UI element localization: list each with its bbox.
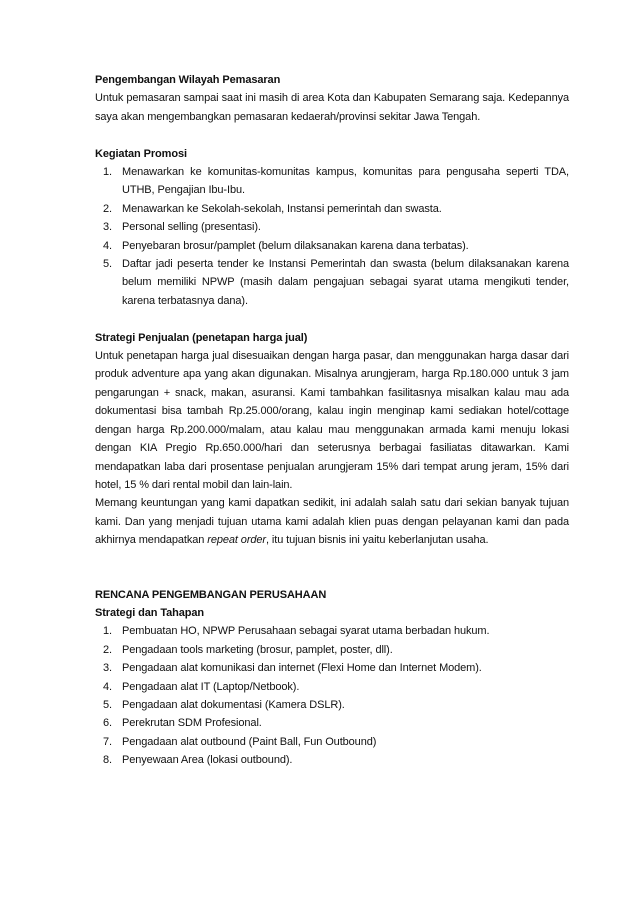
list-item: 8. Penyewaan Area (lokasi outbound). — [103, 754, 293, 767]
list-item: 1. Menawarkan ke komunitas-komunitas kampus, komunitas para pengusaha seperti TDA, UTHB, Pengajian Ibu-Ibu. — [103, 166, 569, 197]
list-item: 6. Perekrutan SDM Profesional. — [103, 717, 262, 730]
list-item: 7. Pengadaan alat outbound (Paint Ball, Fun Outbound) — [103, 735, 377, 748]
list-item: 1. Pembuatan HO, NPWP Perusahaan sebagai syarat utama berbadan hukum. — [103, 625, 490, 638]
paragraph-pengembangan-wilayah: Untuk pemasaran sampai saat ini masih di area Kota dan Kabupaten Semarang saja. Kedepannya saya akan mengembangkan pemasaran kedaerah/provinsi sekitar Jawa Tengah. — [95, 92, 569, 123]
list-item: 4. Penyebaran brosur/pamplet (belum dilaksanakan karena dana terbatas). — [103, 239, 469, 252]
list-item: 5. Daftar jadi peserta tender ke Instansi Pemerintah dan swasta (belum dilaksanakan karena belum memiliki NPWP (masih dalam pengajuan sebagai syarat utama mengikuti tender, karena terbatasnya dana). — [103, 258, 569, 307]
promotion-list — [95, 163, 569, 310]
document-content — [95, 71, 569, 770]
section-heading-rencana-pengembangan: RENCANA PENGEMBANGAN PERUSAHAAN — [95, 588, 327, 601]
list-item: 4. Pengadaan alat IT (Laptop/Netbook). — [103, 680, 300, 693]
strategy-steps-list — [95, 622, 569, 769]
paragraph-keuntungan: Memang keuntungan yang kami dapatkan sedikit, ini adalah salah satu dari sekian banyak tujuan kami. Dan yang menjadi tujuan utama kami adalah klien puas dengan pelayanan kami dan pada akhirnya mendapatkan repeat order, itu tujuan bisnis ini yaitu keberlanjutan usaha. — [95, 497, 569, 547]
list-item: 3. Personal selling (presentasi). — [103, 221, 261, 234]
section-heading-strategi-penjualan: Strategi Penjualan (penetapan harga jual) — [95, 331, 308, 344]
subheading-strategi-tahapan: Strategi dan Tahapan — [95, 606, 205, 619]
section-heading-pengembangan-wilayah: Pengembangan Wilayah Pemasaran — [95, 74, 281, 86]
list-item: 5. Pengadaan alat dokumentasi (Kamera DSLR). — [103, 698, 345, 711]
paragraph-strategi-penjualan: Untuk penetapan harga jual disesuaikan dengan harga pasar, dan menggunakan harga dasar dari produk adventure apa yang akan digunakan. Misalnya arungjeram, harga Rp.180.000 untuk 3 jam pengarungan + snack, makan, asuransi. Kami tambahkan fasilitasnya misalkan kalau mau ada dokumentasi bisa tambah Rp.25.000/orang, kalau ingin menginap kami sediakan hotel/cottage dengan harga Rp.200.000/malam, atau kalau mau menggunakan armada kami menuju lokasi dengan KIA Pregio Rp.650.000/hari dan seterusnya berbagai fasiliatas ditawarkan. Kami mendapatkan laba dari prosentase penjualan arungjeram 15% dari tempat arung jeram, 15% dari hotel, 15 % dari rental mobil dan lain-lain. — [95, 350, 569, 491]
list-item: 2. Menawarkan ke Sekolah-sekolah, Instansi pemerintah dan swasta. — [103, 202, 442, 215]
list-item: 2. Pengadaan tools marketing (brosur, pamplet, poster, dll). — [103, 643, 393, 656]
section-heading-kegiatan-promosi: Kegiatan Promosi — [95, 147, 187, 160]
emphasis-repeat-order: repeat order — [207, 534, 266, 547]
list-item: 3. Pengadaan alat komunikasi dan internet (Flexi Home dan Internet Modem). — [103, 662, 482, 675]
